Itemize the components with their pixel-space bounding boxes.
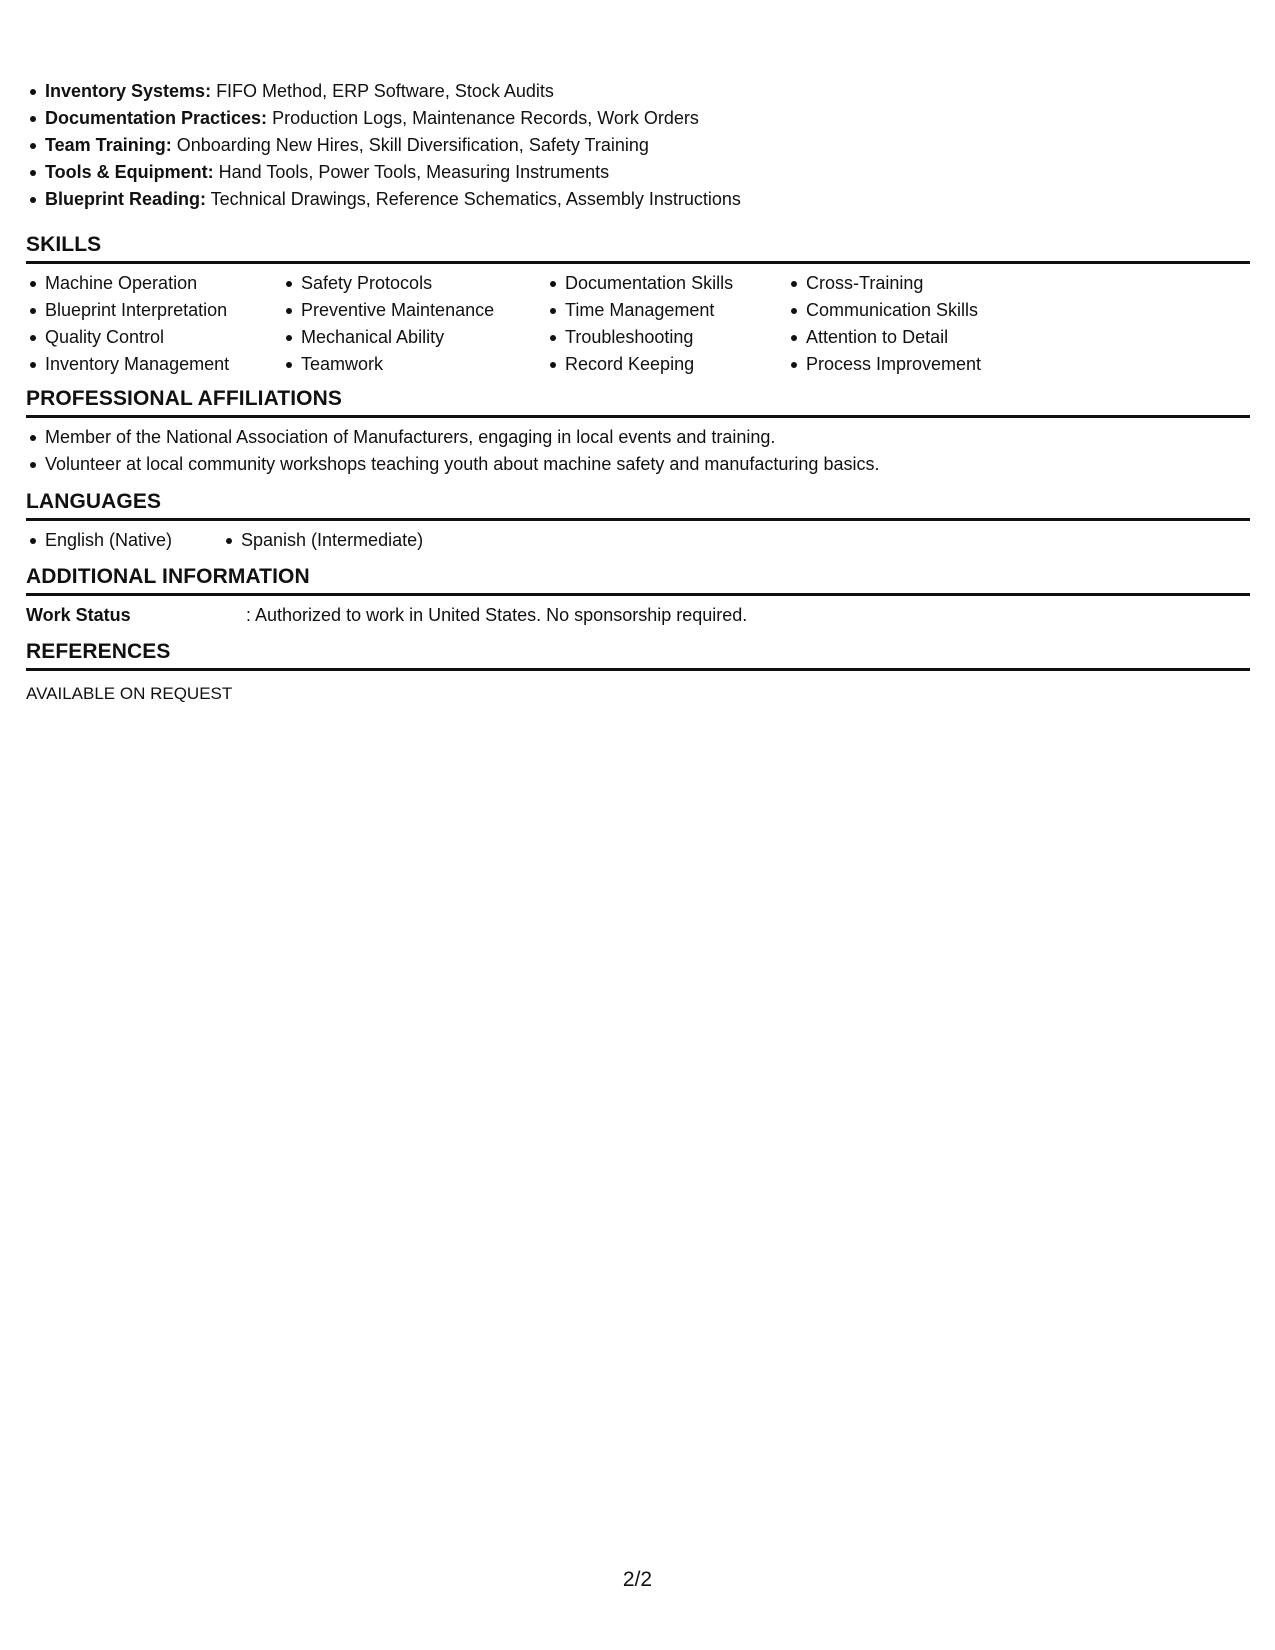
skill-item: Process Improvement	[806, 351, 1066, 378]
skills-column	[26, 270, 282, 378]
work-status-label: Work Status	[26, 605, 131, 625]
item-label: Documentation Practices:	[45, 108, 268, 128]
list-item	[45, 132, 1250, 159]
skills-column	[787, 270, 1066, 378]
item-text: Production Logs, Maintenance Records, Work Orders	[267, 108, 699, 128]
skills-heading: SKILLS	[26, 232, 1250, 264]
resume-page	[26, 78, 1250, 707]
skill-item: Mechanical Ability	[301, 324, 546, 351]
item-label: Blueprint Reading:	[45, 189, 206, 209]
skill-item: Record Keeping	[565, 351, 787, 378]
skill-item: Communication Skills	[806, 297, 1066, 324]
languages-heading: LANGUAGES	[26, 489, 1250, 521]
language-item: English (Native)	[45, 527, 222, 554]
page-number: 2/2	[622, 1568, 653, 1591]
item-label: Team Training:	[45, 135, 172, 155]
languages-column	[26, 527, 222, 554]
skill-item: Attention to Detail	[806, 324, 1066, 351]
references-text: AVAILABLE ON REQUEST	[26, 684, 233, 703]
item-label: Tools & Equipment:	[45, 162, 214, 182]
list-item	[45, 78, 1250, 105]
work-status-row	[26, 596, 1250, 629]
languages-row	[26, 521, 1250, 554]
item-text: FIFO Method, ERP Software, Stock Audits	[211, 81, 554, 101]
language-item: Spanish (Intermediate)	[241, 527, 423, 554]
skill-item: Quality Control	[45, 324, 282, 351]
skill-item: Preventive Maintenance	[301, 297, 546, 324]
item-label: Inventory Systems:	[45, 81, 212, 101]
affiliations-list	[26, 418, 1250, 478]
skill-item: Time Management	[565, 297, 787, 324]
list-item	[45, 186, 1250, 213]
languages-column	[222, 527, 423, 554]
skill-item: Safety Protocols	[301, 270, 546, 297]
skill-item: Teamwork	[301, 351, 546, 378]
item-text: Onboarding New Hires, Skill Diversification, Safety Training	[171, 135, 649, 155]
skill-item: Documentation Skills	[565, 270, 787, 297]
work-status-value: : Authorized to work in United States. No sponsorship required.	[246, 605, 748, 625]
list-item	[45, 105, 1250, 132]
item-text: Technical Drawings, Reference Schematics, Assembly Instructions	[206, 189, 741, 209]
list-item	[45, 159, 1250, 186]
skill-item: Blueprint Interpretation	[45, 297, 282, 324]
affiliation-item: Member of the National Association of Manufacturers, engaging in local events and training.	[45, 424, 1250, 451]
references-heading: REFERENCES	[26, 639, 1250, 671]
skill-item: Inventory Management	[45, 351, 282, 378]
skill-item: Cross-Training	[806, 270, 1066, 297]
skills-column	[282, 270, 546, 378]
affiliations-heading: PROFESSIONAL AFFILIATIONS	[26, 386, 1250, 418]
skill-item: Machine Operation	[45, 270, 282, 297]
competencies-list	[26, 78, 1250, 213]
skills-grid	[26, 264, 1250, 378]
item-text: Hand Tools, Power Tools, Measuring Instruments	[213, 162, 610, 182]
skill-item: Troubleshooting	[565, 324, 787, 351]
skills-column	[546, 270, 787, 378]
additional-info-heading: ADDITIONAL INFORMATION	[26, 564, 1250, 596]
affiliation-item: Volunteer at local community workshops teaching youth about machine safety and manufacturing basics.	[45, 451, 1250, 478]
